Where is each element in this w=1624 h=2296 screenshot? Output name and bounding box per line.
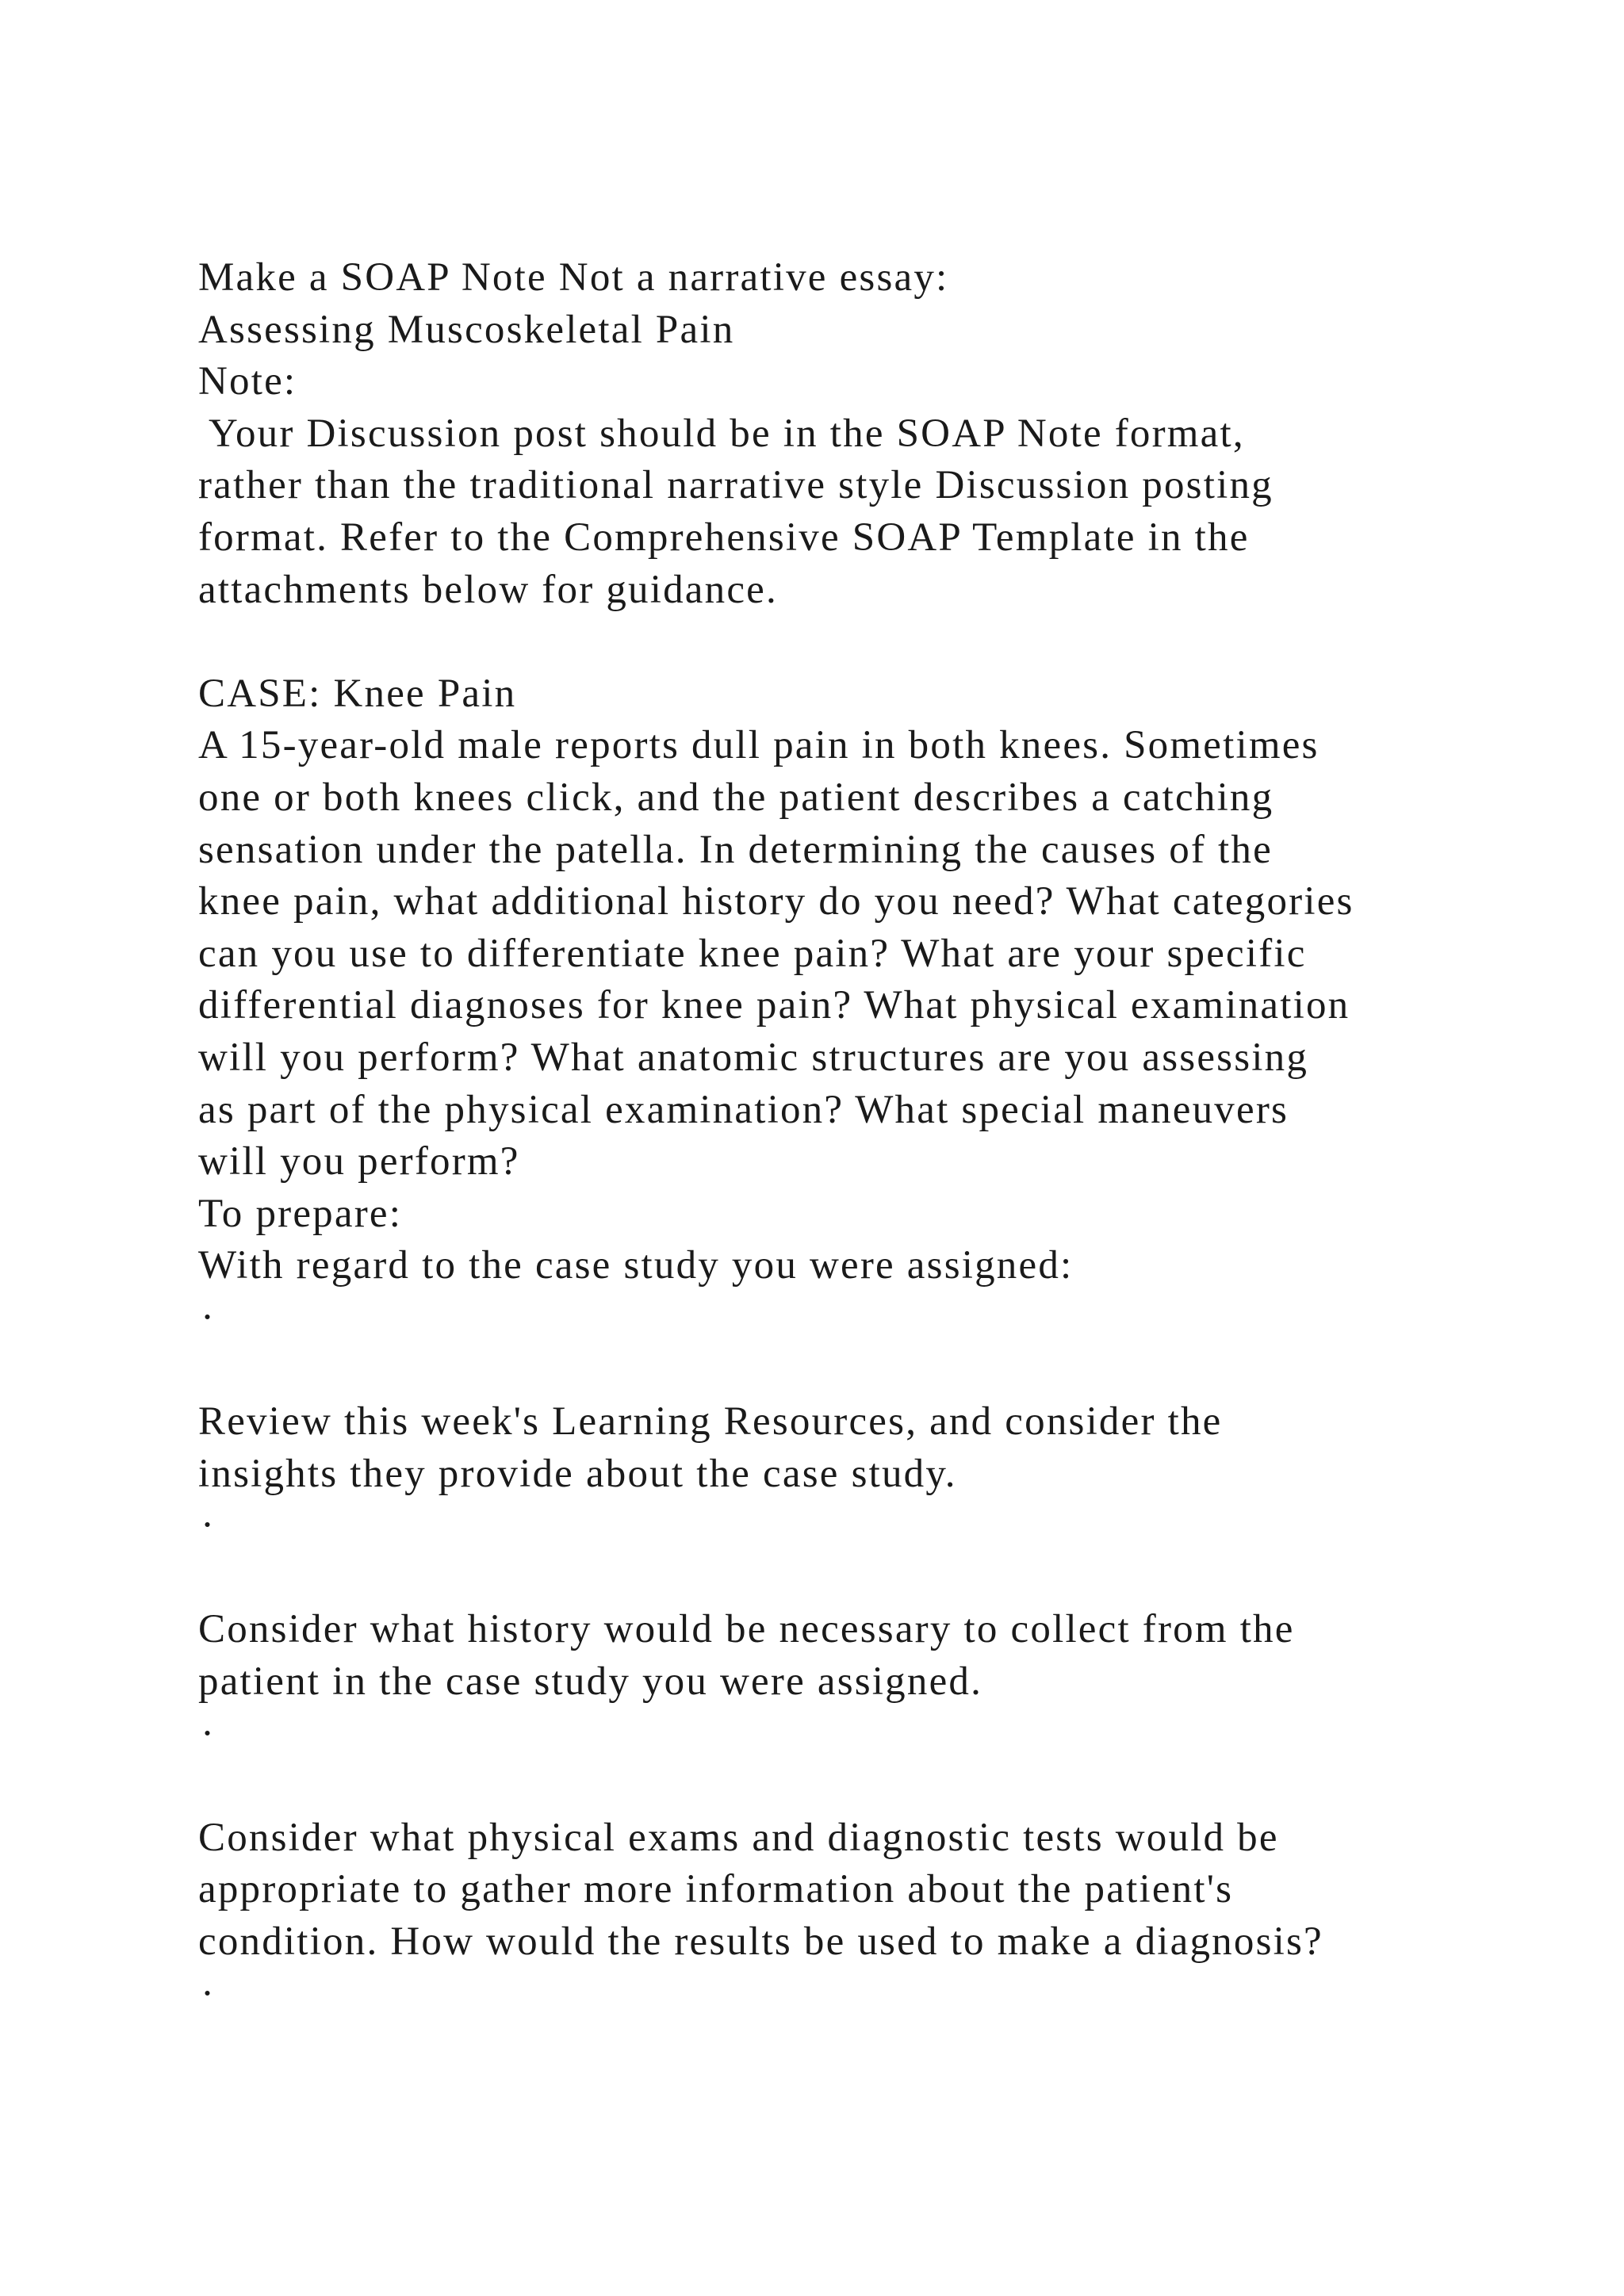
bullet-text-line: insights they provide about the case study. bbox=[198, 1451, 957, 1496]
spacer bbox=[198, 1552, 1546, 1605]
prepare-intro: With regard to the case study you were assigned: bbox=[198, 1243, 1074, 1288]
bullet-text-line: Review this week's Learning Resources, and consider the bbox=[198, 1399, 1223, 1445]
bullet-dot-icon: · bbox=[201, 1503, 216, 1548]
spacer bbox=[198, 616, 1546, 668]
note-label: Note: bbox=[198, 359, 297, 404]
case-line: differential diagnoses for knee pain? What physical examination bbox=[198, 983, 1350, 1028]
case-line: will you perform? What anatomic structures are you assessing bbox=[198, 1035, 1309, 1080]
case-line: will you perform? bbox=[198, 1139, 520, 1184]
bullet-text-line: patient in the case study you were assigned. bbox=[198, 1659, 983, 1705]
bullet-text-line: appropriate to gather more information about the patient's bbox=[198, 1867, 1234, 1912]
bullet-text-line: condition. How would the results be used to make a diagnosis? bbox=[198, 1919, 1323, 1964]
bullet-dot-icon: · bbox=[201, 1971, 216, 2016]
case-line: knee pain, what additional history do you need? What categories bbox=[198, 879, 1354, 924]
bullet-dot-icon: · bbox=[201, 1295, 216, 1340]
case-line: as part of the physical examination? What special maneuvers bbox=[198, 1087, 1289, 1132]
case-heading: CASE: Knee Pain bbox=[198, 671, 517, 716]
bullet-dot-icon: · bbox=[201, 1711, 216, 1756]
document-title: Make a SOAP Note Not a narrative essay: bbox=[198, 255, 949, 300]
document-subtitle: Assessing Muscoskeletal Pain bbox=[198, 307, 735, 352]
bullet-marker bbox=[198, 1500, 1546, 1552]
note-line: format. Refer to the Comprehensive SOAP Template in the bbox=[198, 515, 1250, 560]
bullet-text-line: Consider what physical exams and diagnostic tests would be bbox=[198, 1815, 1279, 1860]
note-line: Your Discussion post should be in the SOAP Note format, bbox=[198, 411, 1245, 456]
spacer bbox=[198, 1344, 1546, 1396]
case-line: A 15-year-old male reports dull pain in both knees. Sometimes bbox=[198, 723, 1320, 768]
bullet-marker bbox=[198, 1709, 1546, 1761]
bullet-marker bbox=[198, 1969, 1546, 2021]
bullet-marker bbox=[198, 1292, 1546, 1345]
bullet-text-line: Consider what history would be necessary to collect from the bbox=[198, 1607, 1295, 1652]
case-line: one or both knees click, and the patient describes a catching bbox=[198, 775, 1274, 820]
case-line: can you use to differentiate knee pain? What are your specific bbox=[198, 931, 1307, 976]
prepare-label: To prepare: bbox=[198, 1191, 403, 1236]
spacer bbox=[198, 1760, 1546, 1812]
document-body bbox=[198, 252, 1546, 2020]
case-line: sensation under the patella. In determining the causes of the bbox=[198, 827, 1273, 872]
note-line: attachments below for guidance. bbox=[198, 567, 778, 612]
note-line: rather than the traditional narrative style Discussion posting bbox=[198, 463, 1274, 508]
